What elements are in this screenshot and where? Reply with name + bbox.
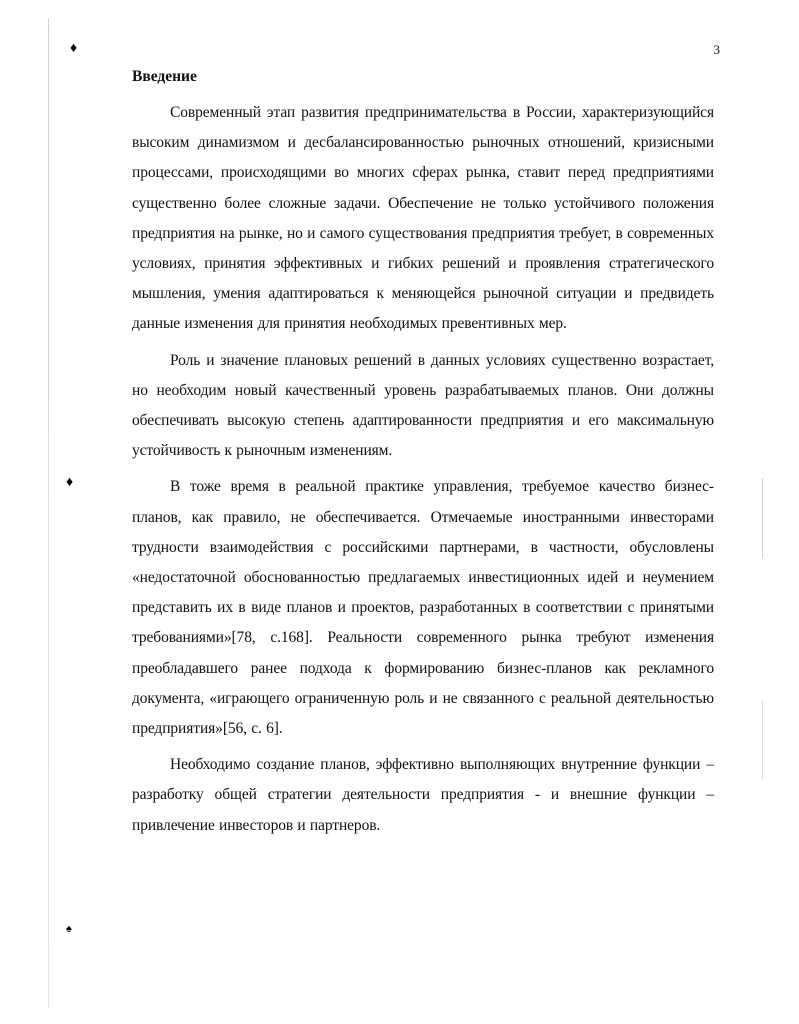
- right-margin-line-lower: [762, 700, 763, 780]
- scan-speck-mark: ♦: [70, 41, 78, 56]
- scan-speck-mark: ♦: [66, 475, 74, 490]
- left-margin-line: [48, 18, 49, 1008]
- scan-speck-mark: ♠: [66, 923, 72, 935]
- page-number: 3: [713, 42, 720, 57]
- right-margin-line: [762, 478, 763, 558]
- paragraph: В тоже время в реальной практике управления, требуемое качество бизнес-планов, как правило, не обеспечивается. Отмечаемые иностранными инвесторами трудности взаимодействия с российскими партнерами, в частности, обусловлены «недостаточной обоснованностью предлагаемых инвестиционных идей и неумением представить их в виде планов и проектов, разработанных в соответствии с принятыми требованиями»[78, с.168]. Реальности современного рынка требуют изменения преобладавшего ранее подхода к формированию бизнес-планов как рекламного документа, «играющего ограниченную роль и не связанного с реальной деятельностью предприятия»[56, с. 6].: [132, 478, 714, 738]
- document-body: [132, 64, 714, 847]
- paragraph: Современный этап развития предпринимательства в России, характеризующийся высоким динамизмом и десбалансированностью рыночных отношений, кризисными процессами, происходящими во многих сферах рынка, ставит перед предприятиями существенно более сложные задачи. Обеспечение не только устойчивого положения предприятия на рынке, но и самого существования предприятия требует, в современных условиях, принятия эффективных и гибких решений и проявления стратегического мышления, умения адаптироваться к меняющейся рыночной ситуации и предвидеть данные изменения для принятия необходимых превентивных мер.: [132, 104, 714, 333]
- paragraph: Необходимо создание планов, эффективно выполняющих внутренние функции – разработку общей стратегии деятельности предприятия - и внешние функции – привлечение инвесторов и партнеров.: [132, 756, 714, 834]
- section-heading: Введение: [132, 68, 197, 85]
- paragraph: Роль и значение плановых решений в данных условиях существенно возрастает, но необходим новый качественный уровень разрабатываемых планов. Они должны обеспечивать высокую степень адаптированности предприятия и его максимальную устойчивость к рыночным изменениям.: [132, 351, 714, 460]
